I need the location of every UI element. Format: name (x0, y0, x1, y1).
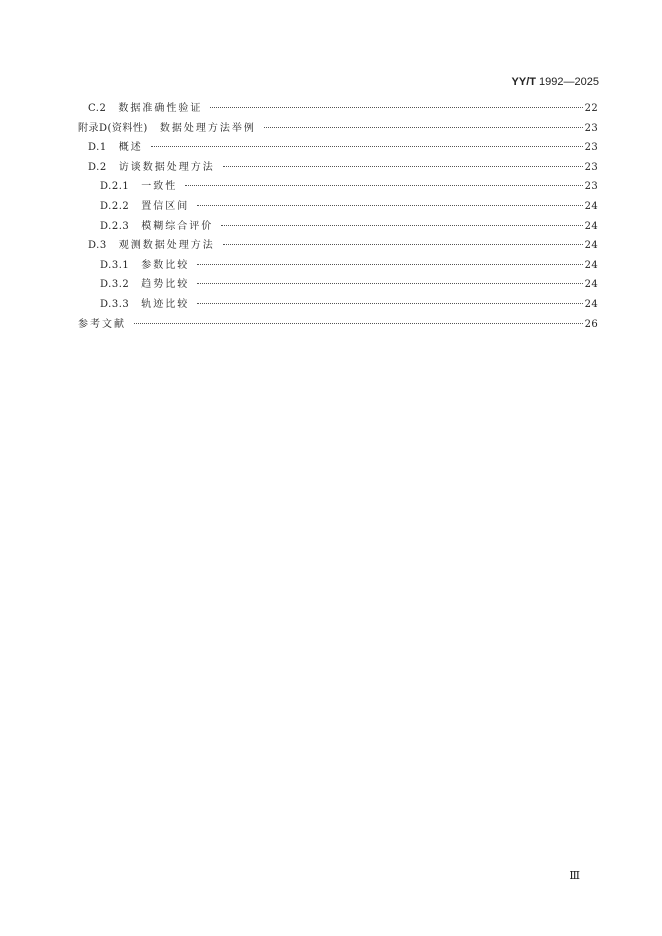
toc-leader-dots (264, 127, 583, 128)
toc-entry-page: 24 (584, 279, 598, 291)
standard-header (512, 76, 599, 88)
toc-entry-page: 23 (584, 122, 598, 134)
toc-leader-dots (151, 146, 583, 147)
toc-leader-dots (197, 303, 582, 304)
toc-leader-dots (197, 205, 582, 206)
toc-leader-dots (210, 107, 582, 108)
toc-entry-page: 22 (584, 103, 598, 114)
toc-entry-title: 一致性 (141, 181, 178, 193)
toc-entry[interactable] (78, 158, 598, 178)
toc-entry-number: D.3.3 (100, 298, 130, 310)
toc-leader-dots (223, 166, 583, 167)
toc-entry-page: 23 (584, 181, 598, 193)
toc-entry-title: 数据处理方法举例 (159, 122, 256, 134)
toc-entry-title: 轨迹比较 (141, 298, 190, 310)
toc-leader-dots (197, 264, 582, 265)
toc-entry-title: 趋势比较 (141, 279, 190, 291)
toc-entry-title: 置信区间 (141, 200, 190, 212)
table-of-contents (78, 99, 598, 334)
toc-entry-page: 23 (584, 142, 598, 154)
toc-leader-dots (185, 185, 582, 186)
toc-entry-number: D.2.2 (100, 200, 130, 212)
toc-entry[interactable] (78, 138, 598, 158)
toc-entry-number: D.3.1 (100, 259, 130, 271)
toc-entry-title: 数据准确性验证 (118, 103, 203, 114)
toc-entry-title: 参数比较 (141, 259, 190, 271)
toc-entry-title: 模糊综合评价 (141, 220, 214, 232)
toc-entry-number: D.1 (88, 142, 107, 154)
toc-entry-page: 24 (584, 240, 598, 252)
toc-entry-page: 24 (584, 200, 598, 212)
toc-entry-title: 概述 (118, 142, 143, 154)
toc-entry[interactable] (78, 197, 598, 217)
toc-entry-title: 观测数据处理方法 (118, 240, 215, 252)
toc-entry-title: 参考文献 (78, 318, 126, 330)
toc-entry-number: C.2 (88, 103, 107, 114)
toc-entry-title: 访谈数据处理方法 (118, 161, 215, 173)
toc-leader-dots (223, 244, 583, 245)
toc-entry[interactable] (78, 275, 598, 295)
toc-entry[interactable] (78, 256, 598, 276)
toc-entry-page: 24 (584, 298, 598, 310)
toc-entry[interactable] (78, 119, 598, 139)
toc-entry-page: 24 (584, 220, 598, 232)
toc-entry[interactable] (78, 217, 598, 237)
toc-leader-dots (134, 323, 583, 324)
toc-entry-number: 附录D(资料性) (78, 122, 148, 134)
toc-entry-number: D.2.1 (100, 181, 130, 193)
toc-entry-page: 24 (584, 259, 598, 271)
page-number: Ⅲ (569, 869, 580, 882)
toc-entry-number: D.2.3 (100, 220, 130, 232)
toc-entry[interactable] (78, 315, 598, 335)
toc-entry[interactable] (78, 177, 598, 197)
toc-leader-dots (197, 283, 582, 284)
toc-entry[interactable] (78, 236, 598, 256)
toc-entry-page: 23 (584, 161, 598, 173)
toc-entry-number: D.2 (88, 161, 107, 173)
toc-entry[interactable] (78, 295, 598, 315)
toc-entry[interactable] (78, 99, 598, 119)
toc-entry-number: D.3 (88, 240, 107, 252)
standard-number: 1992—2025 (539, 76, 599, 88)
standard-code: YY/T (511, 76, 536, 88)
toc-entry-number: D.3.2 (100, 279, 130, 291)
toc-entry-page: 26 (584, 318, 598, 330)
toc-leader-dots (221, 225, 582, 226)
